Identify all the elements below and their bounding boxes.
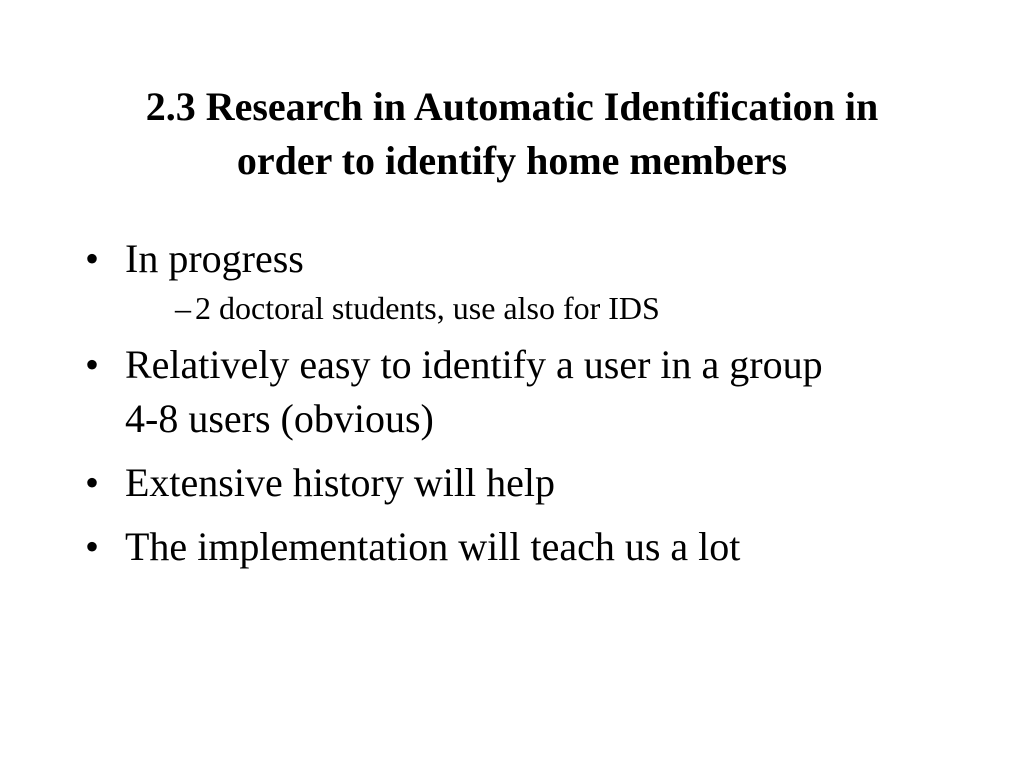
bullet-item-identify-user — [85, 338, 985, 446]
bullet-text — [125, 456, 985, 510]
slide-title — [60, 80, 964, 188]
slide-title-line-1: 2.3 Research in Automatic Identification in — [145, 84, 879, 129]
bullet-marker: • — [85, 524, 100, 569]
bullet-text — [125, 338, 985, 446]
bullet-item-implementation — [85, 520, 985, 574]
bullet-text-line: 4-8 users (obvious) — [125, 396, 434, 441]
slide-title-line-2: order to identify home members — [236, 138, 788, 183]
bullet-text-line: In progress — [125, 236, 304, 281]
bullet-marker: • — [85, 460, 100, 505]
bullet-text-line: The implementation will teach us a lot — [125, 524, 741, 569]
bullet-marker: • — [85, 236, 100, 281]
bullet-item-in-progress — [85, 232, 985, 328]
bullet-marker: • — [85, 342, 100, 387]
bullet-list — [85, 232, 985, 574]
sub-bullet-item — [125, 288, 985, 328]
sub-bullet-text: 2 doctoral students, use also for IDS — [195, 290, 660, 326]
bullet-item-extensive-history — [85, 456, 985, 510]
bullet-text-line: Extensive history will help — [125, 460, 555, 505]
bullet-text — [125, 232, 985, 286]
sub-bullet-marker: – — [175, 290, 191, 326]
bullet-text-line: Relatively easy to identify a user in a group — [125, 342, 823, 387]
bullet-text — [125, 520, 985, 574]
